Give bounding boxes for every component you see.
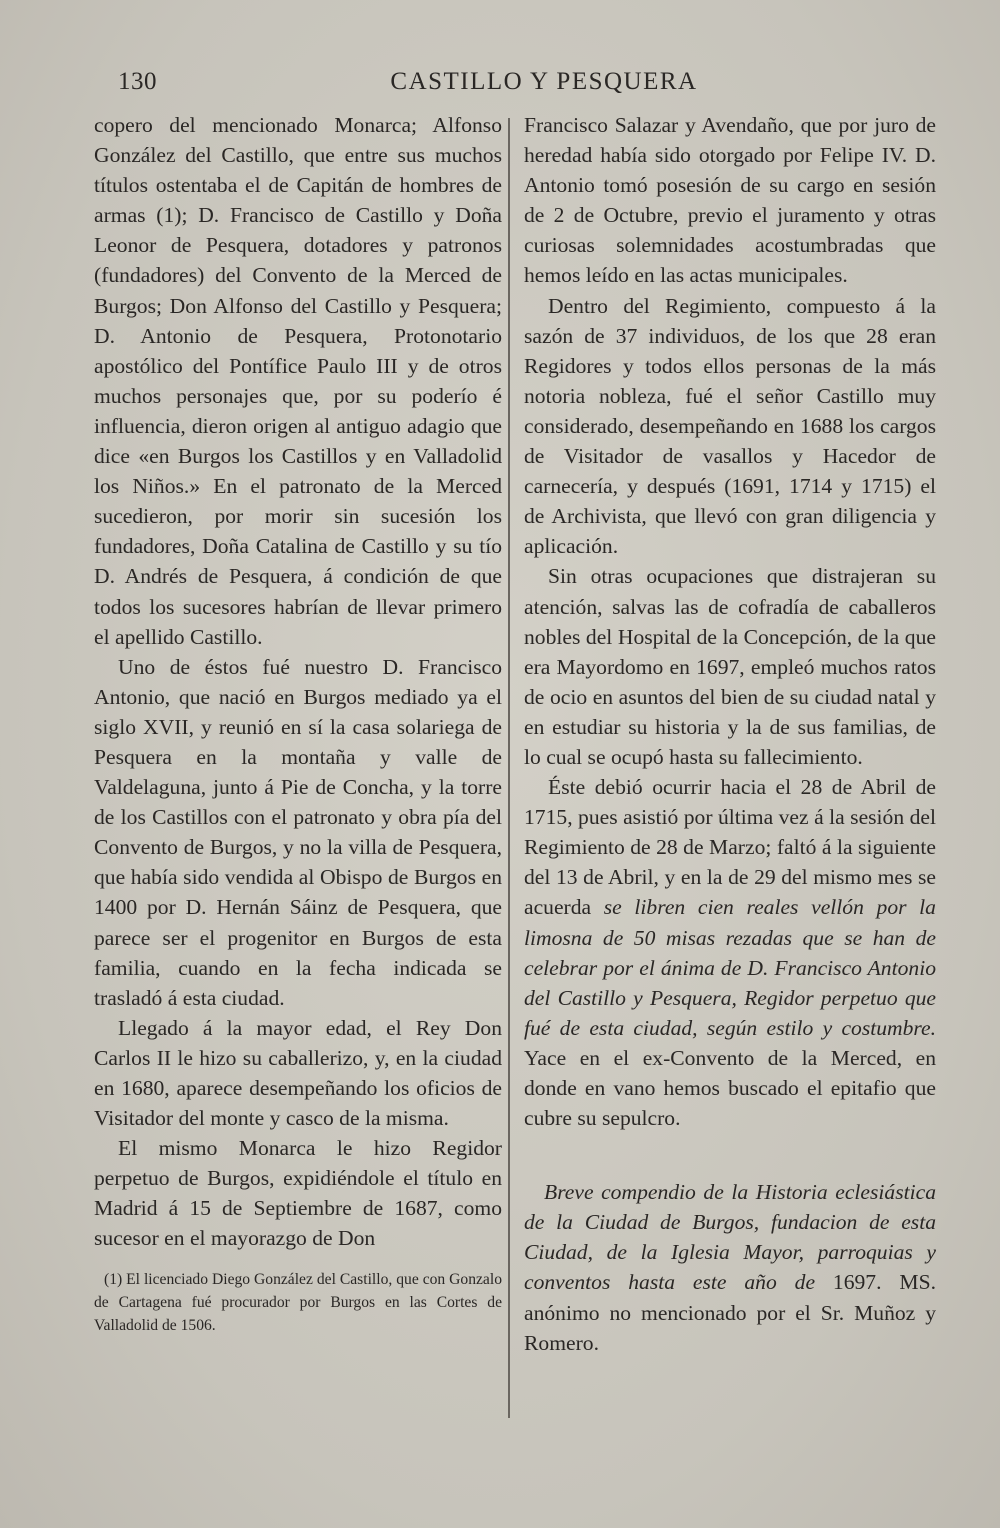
- footnote: [94, 1268, 502, 1337]
- paragraph: [524, 772, 936, 1133]
- left-column: [94, 110, 502, 1337]
- paragraph: Llegado á la mayor edad, el Rey Don Carlos II le hizo su caballerizo, y, en la ciudad en 1680, aparece desempeñando los oficios de Visitador del monte y casco de la misma.: [94, 1015, 502, 1131]
- paragraph-text: Yace en el ex-Convento de la Merced, en donde en vano hemos buscado el epitafio que cubre su sepulcro.: [524, 1045, 936, 1131]
- bib-entry: [524, 1177, 936, 1358]
- paragraph: Francisco Salazar y Avendaño, que por juro de heredad había sido otorgado por Felipe IV. D. Antonio tomó posesión de su cargo en sesión de 2 de Octubre, previo el juramento y otras curiosas solemnidades acostumbradas que hemos leído en las actas municipales.: [524, 113, 936, 288]
- paragraph: El mismo Monarca le hizo Regidor perpetuo de Burgos, expidiéndole el título en Madrid á 15 de Septiembre de 1687, como sucesor en el mayorazgo de Don: [94, 1136, 502, 1251]
- page-header: [118, 68, 930, 104]
- right-column: [524, 110, 936, 1358]
- paragraph-text: Éste debió ocurrir hacia el 28 de Abril de 1715, pues asistió por última vez á la sesión del Regimiento de 28 de Marzo; faltó á la siguiente del 13 de Abril, y en la de 29 del mismo mes se acuerda: [524, 775, 936, 920]
- bibliographic-note: [524, 1177, 936, 1358]
- paragraph: Sin otras ocupaciones que distrajeran su atención, salvas las de cofradía de caballeros nobles del Hospital de la Concepción, de la que era Mayordomo en 1697, empleó muchos ratos de ocio en asuntos del bien de su ciudad natal y en estudiar su historia y la de sus familias, de lo cual se ocupó hasta su fallecimiento.: [524, 564, 936, 769]
- footnote-text: (1) El licenciado Diego González del Castillo, que con Gonzalo de Cartagena fué procurador por Burgos en las Cortes de Valladolid de 1506.: [94, 1270, 502, 1334]
- bib-title: Breve compendio de la Historia eclesiástica de la Ciudad de Burgos, fundacion de esta Ciudad, de la Iglesia Mayor, parroquias y conventos hasta este año de: [524, 1180, 936, 1295]
- quoted-resolution: se libren cien reales vellón por la limosna de 50 misas rezadas que se han de celebrar por el ánima de D. Francisco Antonio del Castillo y Pesquera, Regidor perpetuo que fué de esta ciudad, según estilo y costumbre.: [524, 895, 936, 1040]
- paragraph: Dentro del Regimiento, compuesto á la sazón de 37 individuos, de los que 28 eran Regidores y todos ellos personas de la más notoria nobleza, fué el señor Castillo muy considerado, desempeñando en 1688 los cargos de Visitador de vasallos y Hacedor de carnecería, y después (1691, 1714 y 1715) el de Archivista, que llevó con gran diligencia y aplicación.: [524, 293, 936, 559]
- column-divider: [508, 118, 510, 1418]
- paragraph: Uno de éstos fué nuestro D. Francisco Antonio, que nació en Burgos mediado ya el siglo XVII, y reunió en sí la casa solariega de Pesquera en la montaña y valle de Valdelaguna, junto á Pie de Concha, y la torre de los Castillos con el patronato y obra pía del Convento de Burgos, y no la villa de Pesquera, que había sido vendida al Obispo de Burgos en 1400 por D. Hernán Sáinz de Pesquera, que parece ser el progenitor en Burgos de esta familia, cuando en la fecha indicada se trasladó á esta ciudad.: [94, 654, 502, 1010]
- bib-description: 1697. MS. anónimo no mencionado por el Sr. Muñoz y Romero.: [524, 1270, 936, 1355]
- paragraph: copero del mencionado Monarca; Alfonso González del Castillo, que entre sus muchos títulos ostentaba el de Capitán de hombres de armas (1); D. Francisco de Castillo y Doña Leonor de Pesquera, dotadores y patronos (fundadores) del Convento de la Merced de Burgos; Don Alfonso del Castillo y Pesquera; D. Antonio de Pesquera, Protonotario apostólico del Pontífice Paulo III y de otros muchos personajes que, por su poderío é influencia, dieron origen al antiguo adagio que dice «en Burgos los Castillos y en Valladolid los Niños.» En el patronato de la Merced sucedieron, por morir sin sucesión los fundadores, Doña Catalina de Castillo y su tío D. Andrés de Pesquera, á condición de que todos los sucesores habrían de llevar primero el apellido Castillo.: [94, 113, 502, 649]
- page-number: 130: [118, 68, 157, 95]
- running-title: CASTILLO Y PESQUERA: [390, 68, 698, 95]
